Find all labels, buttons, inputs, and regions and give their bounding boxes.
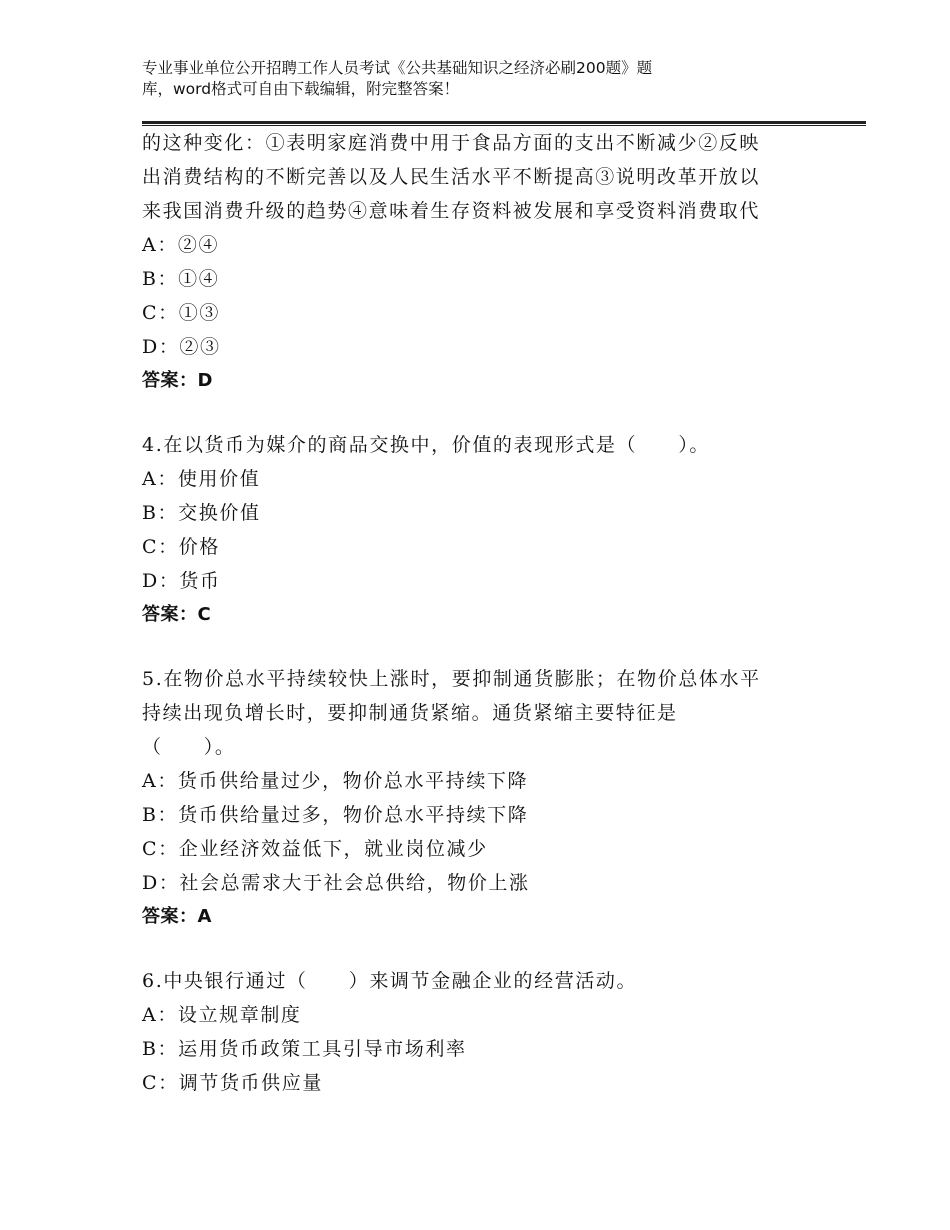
question-4-option-c: C：价格: [142, 536, 220, 558]
question-4-option-a: A：使用价值: [142, 468, 261, 490]
question-4-option-d: D：货币: [142, 570, 221, 592]
spacer: [142, 934, 822, 964]
question-3-block: [142, 126, 822, 398]
question-6-option-a: A：设立规章制度: [142, 1004, 302, 1026]
question-3-text-line: 来我国消费升级的趋势④意味着生存资料被发展和享受资料消费取代: [142, 200, 761, 222]
question-content: [142, 126, 822, 1100]
spacer: [142, 398, 822, 428]
question-5-stem-line: 5.在物价总水平持续较快上涨时，要抑制通货膨胀；在物价总体水平: [142, 668, 761, 690]
header-line-2: 库，word格式可自由下载编辑，附完整答案！: [142, 80, 460, 98]
question-6-block: [142, 964, 822, 1100]
question-3-text-line: 的这种变化：①表明家庭消费中用于食品方面的支出不断减少②反映: [142, 132, 761, 154]
question-5-answer: 答案：A: [142, 906, 212, 927]
question-4-option-b: B：交换价值: [142, 502, 261, 524]
question-3-text-line: 出消费结构的不断完善以及人民生活水平不断提高③说明改革开放以: [142, 166, 761, 188]
question-5-block: [142, 662, 822, 934]
question-3-answer: 答案：D: [142, 370, 213, 391]
question-3-option-c: C：①③: [142, 302, 220, 324]
header-divider-thick: [142, 121, 866, 124]
question-6-stem: 6.中央银行通过（ ）来调节金融企业的经营活动。: [142, 970, 638, 992]
question-4-answer: 答案：C: [142, 604, 212, 625]
question-6-option-c: C：调节货币供应量: [142, 1072, 323, 1094]
page-header: [142, 58, 782, 100]
question-4-stem: 4.在以货币为媒介的商品交换中，价值的表现形式是（ ）。: [142, 434, 711, 456]
question-5-option-d: D：社会总需求大于社会总供给，物价上涨: [142, 872, 530, 894]
question-5-stem-line: 持续出现负增长时，要抑制通货紧缩。通货紧缩主要特征是: [142, 702, 678, 724]
question-4-block: [142, 428, 822, 632]
spacer: [142, 632, 822, 662]
question-3-option-d: D：②③: [142, 336, 221, 358]
question-5-option-b: B：货币供给量过多，物价总水平持续下降: [142, 804, 529, 826]
question-5-option-a: A：货币供给量过少，物价总水平持续下降: [142, 770, 529, 792]
question-6-option-b: B：运用货币政策工具引导市场利率: [142, 1038, 467, 1060]
question-3-option-a: A：②④: [142, 234, 220, 256]
question-5-option-c: C：企业经济效益低下，就业岗位减少: [142, 838, 488, 860]
header-line-1: 专业事业单位公开招聘工作人员考试《公共基础知识之经济必刷200题》题: [142, 59, 653, 77]
question-5-stem-line: （ ）。: [142, 736, 236, 758]
question-3-option-b: B：①④: [142, 268, 220, 290]
